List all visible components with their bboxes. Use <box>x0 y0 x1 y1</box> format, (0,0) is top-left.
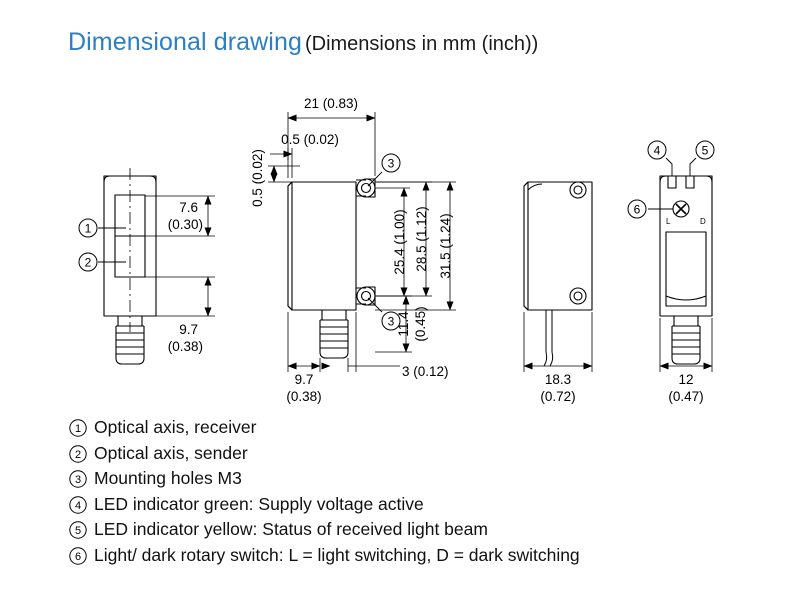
page-title-main: Dimensional drawing <box>68 28 302 56</box>
callout-marker-1 <box>79 219 97 237</box>
callout-marker-2 <box>79 253 97 271</box>
dimension-0-5-horizontal <box>270 148 292 178</box>
dim-12: 12 <box>678 372 694 387</box>
dimension-0-5-vertical <box>268 166 300 182</box>
legend-marker-1-icon <box>68 416 94 438</box>
dim-9-7-side: 9.7 <box>294 372 314 387</box>
legend-label-5: LED indicator yellow: Status of received light beam <box>94 519 488 539</box>
dim-9-7-side-inch: (0.38) <box>286 389 322 404</box>
side-view-right <box>524 182 592 366</box>
dim-9-7-front-inch: (0.38) <box>167 339 203 354</box>
dim-18-3: 18.3 <box>544 372 572 387</box>
legend-label-3: Mounting holes M3 <box>94 468 242 488</box>
dim-11-4-inch: (0.45) <box>413 306 428 342</box>
dimension-18-3 <box>524 312 592 372</box>
svg-text:6: 6 <box>633 202 641 217</box>
legend-marker-5-icon <box>68 518 94 540</box>
legend-item-4 <box>68 493 748 519</box>
legend-label-1: Optical axis, receiver <box>94 417 257 437</box>
dim-0-5-horizontal: 0.5 (0.02) <box>281 132 339 147</box>
dim-28-5: 28.5 (1.12) <box>414 206 429 272</box>
svg-text:2: 2 <box>84 255 92 270</box>
svg-text:3: 3 <box>74 474 82 486</box>
dim-31-5: 31.5 (1.24) <box>438 213 453 279</box>
dim-18-3-inch: (0.72) <box>540 389 576 404</box>
legend-item-1 <box>68 416 748 442</box>
svg-text:6: 6 <box>74 550 82 563</box>
dim-0-5-vertical: 0.5 (0.02) <box>250 149 265 207</box>
switch-label-light: L <box>666 217 671 226</box>
legend-item-6 <box>68 544 748 570</box>
dim-21: 21 (0.83) <box>303 96 359 111</box>
svg-text:3: 3 <box>387 314 395 329</box>
rear-view <box>660 176 712 364</box>
dimension-labels <box>168 96 704 404</box>
dim-12-inch: (0.47) <box>668 389 704 404</box>
callout-4-5-6-leaders <box>648 158 696 209</box>
dim-7-6: 7.6 <box>179 200 198 215</box>
svg-text:5: 5 <box>74 525 82 537</box>
page-title-subtitle: (Dimensions in mm (inch)) <box>304 33 539 55</box>
legend-label-2: Optical axis, sender <box>94 442 248 463</box>
callout-marker-6 <box>628 200 646 218</box>
switch-label-dark: D <box>700 217 706 226</box>
legend-label-6: Light/ dark rotary switch: L = light switching, D = dark switching <box>94 544 580 565</box>
legend-item-2 <box>68 442 748 468</box>
legend-marker-6-icon <box>68 544 94 566</box>
dim-25-4: 25.4 (1.00) <box>392 209 407 275</box>
rotary-switch-labels <box>666 217 706 226</box>
svg-text:1: 1 <box>84 221 92 236</box>
legend-marker-2-icon <box>68 442 94 464</box>
svg-text:2: 2 <box>74 448 82 461</box>
legend-marker-4-icon <box>68 493 94 515</box>
legend-label-4: LED indicator green: Supply voltage active <box>94 493 424 514</box>
svg-text:1: 1 <box>74 423 82 435</box>
side-view-left <box>288 179 375 358</box>
dimension-9-7-side <box>288 312 320 372</box>
callout-marker-3-top <box>382 154 400 172</box>
svg-text:3: 3 <box>387 156 395 171</box>
callout-marker-4 <box>648 141 666 159</box>
legend-item-5 <box>68 518 748 544</box>
svg-text:4: 4 <box>653 143 661 158</box>
front-view <box>104 168 156 364</box>
legend-list <box>68 416 748 569</box>
svg-text:4: 4 <box>74 499 82 512</box>
dim-7-6-inch: (0.30) <box>167 217 203 232</box>
callout-marker-5 <box>696 141 714 159</box>
legend-marker-3-icon <box>68 467 94 489</box>
svg-text:5: 5 <box>701 143 709 158</box>
legend-item-3 <box>68 467 748 493</box>
dim-11-4: 11.4 <box>396 311 411 337</box>
dim-9-7-front: 9.7 <box>179 322 198 337</box>
dim-3: 3 (0.12) <box>402 364 449 379</box>
